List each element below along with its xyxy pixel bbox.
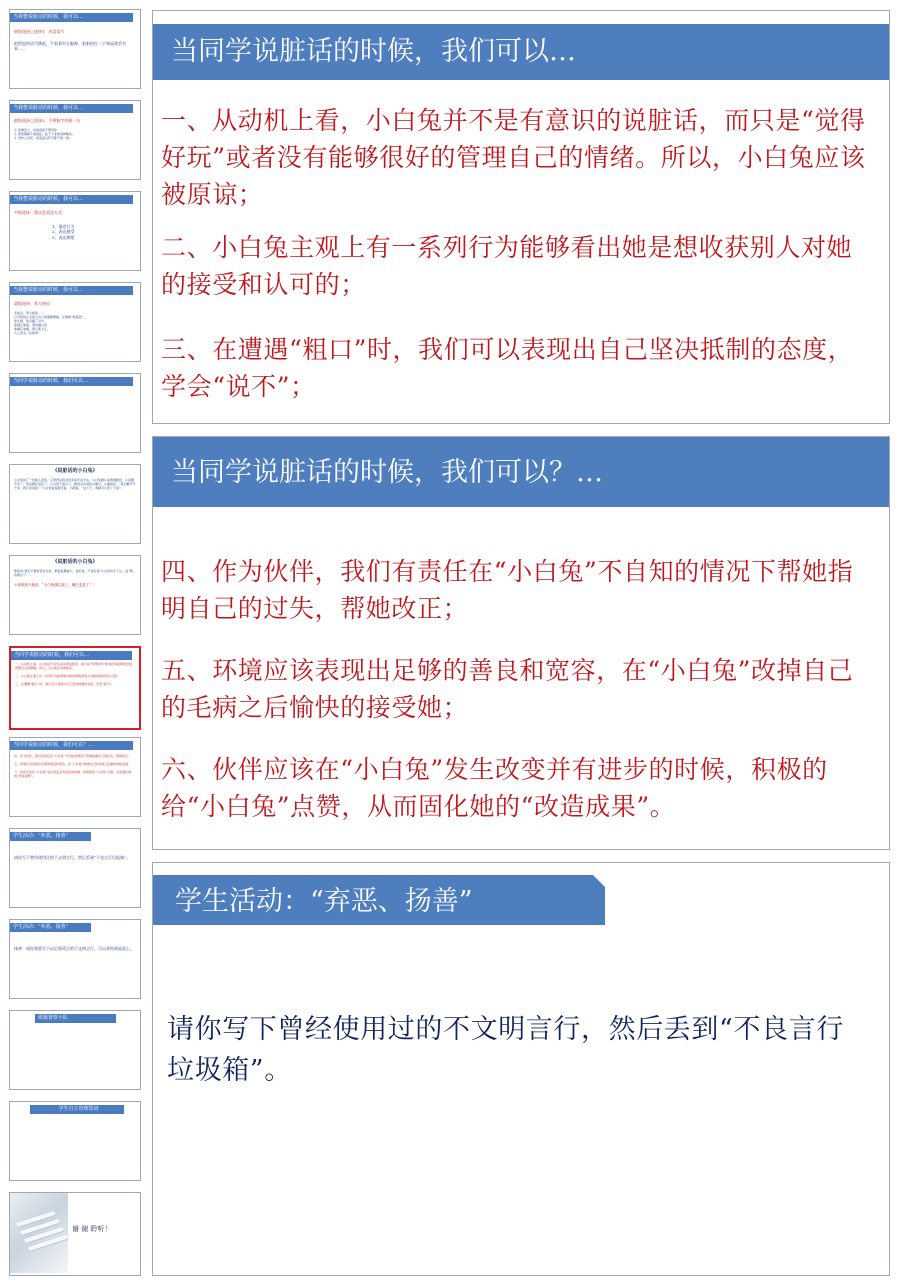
slide-thumbnail-11[interactable] [9,919,141,999]
thumbnail-text: 1、描述行为 2、表达感受 3、表达期望 [52,223,75,240]
slide-header-title: 学生活动：“弃恶、扬善” [175,886,473,917]
thumbnail-text: 中级选择：我讯息表达方式 [14,210,62,215]
slide-thumbnail-5[interactable] [9,373,141,453]
slide-header-bar: 当同学说脏话的时候，我们可以？… [153,437,889,507]
slide-panel-3 [152,862,890,1276]
thumbnail-title: 《说脏话的小白兔》 [52,468,98,474]
slide-thumbnail-6[interactable] [9,464,141,544]
open-book-image [10,1193,68,1273]
thumbnail-title: 《说脏话的小白兔》 [52,559,98,565]
thumbnail-title: 当同学说脏话的时候，我们可以… [11,651,132,660]
thumbnail-title: 学生活动：“弃恶、扬善” [10,923,91,932]
slide-paragraph: 一、从动机上看，小白兔并不是有意识的说脏话，而只是“觉得好玩”或者没有能够很好的管理自己的情绪。所以，小白兔应该被原谅； [161,106,866,209]
thumbnail-text: 请你写下曾经使用过的不文明言行，然后丢到“不良言行垃圾箱”。 [14,855,131,860]
thumbnail-text: 四、作为伙伴，我们有责任在“小白兔”不自知的情况下帮她指明自己的过失，帮她改正； 五、环境应该表现出足够的善良和宽容，在“小白兔”改掉自己的毛病之后愉快的接受她； 六、伙伴应该在“小白兔”发生改变并有进步的时候，积极的给“小白兔”点赞，从而固化她的“改造成果”。 [14,754,132,778]
thumbnail-text: 多看书，养大格局…… 以平稳的心态统合自己的暴躁情绪，让情绪“软着陆”， 你压制，你忍赢了对方。 他强任他强，清风拂山岗 他横任他横，明月照大江。 九上语文《论教养》 [14,310,87,335]
slide-paragraph: 请你写下曾经使用过的不文明言行，然后丢到“不良言行垃圾箱”。 [167,1014,844,1086]
slide-thumbnail-3[interactable] [9,191,141,271]
thumbnail-title: 当我整说脏话的时候，我可以… [10,286,133,295]
slide-paragraph: 二、小白兔主观上有一系列行为能够看出她是想收获别人对她的接受和认可的； [161,233,853,299]
thumbnail-title: 当我整说脏话的时候，我可以… [10,195,133,204]
slide-thumbnail-panel [0,0,150,1286]
thumbnail-text: 小白兔说了一句脏人的话，它很得意的对身旁说无法无法。小白兔跑小鼠类刷跑没，小鼠懒开去了，然后跑好活起了。小白兔不高兴了，跑进对去说的小鹿们，小鹿抬起，“我们懒开开不来，我只是说说！”小白兔说说跑还说，小跑说，“这下子，我就可以吃了大鼠”。 [14,477,136,490]
slide-panel-2 [152,436,890,850]
thumbnail-text: 扬善：请你郑重写下以后要改正的不文明言行，可以张贴到桌面上。 [14,946,134,951]
thumbnail-title: 当我整说脏话的时候，我可以… [10,104,133,113]
thumbnail-text: 低级选择之选择1：若喜语气 [14,29,65,34]
slide-thumbnail-10[interactable] [9,828,141,908]
thumbnail-title: 当我整说脏话的时候，我可以… [10,13,133,22]
thumbnail-text: 低级选择之选择2：不带脏字的狠一句 [14,118,81,123]
slide-thumbnail-9[interactable] [9,737,141,817]
thumbnail-text: 大家都高兴地说：“小白兔懂礼貌了，嘴巴变香了！” [14,582,95,587]
slide-thumbnail-13[interactable] [9,1101,141,1181]
slide-thumbnail-12[interactable] [9,1010,141,1090]
slide-thumbnail-2[interactable] [9,100,141,180]
thumbnail-text: 那把说“我们不要说话可交友，都说说要做大，说好说，不讲礼貌”小白兔似乎了认，说“哦，我明白了”…… [14,568,136,577]
thumbnail-text: ① 我憎恶人，但我真的不想骂你 ② 我的眼睛不看敌起，脸不下非的各种酸色。 ③ 吾你人对话，我连耻点符号都不屑一顾。 …… [14,127,75,144]
thanks-text: 谢 谢 聆听！ [72,1225,112,1233]
thumbnail-text: 高级选择：养大格局 [14,301,50,306]
slide-thumbnail-7[interactable] [9,555,141,635]
slide-thumbnail-8-selected[interactable] [9,646,141,730]
thumbnail-title: 学生活动：“弃恶、扬善” [10,832,91,841]
slide-thumbnail-1[interactable] [9,9,141,89]
thumbnail-title: 当同学说脏话的时候，我们可以？… [10,741,133,750]
thumbnail-title: 学生自主管理誓词 [30,1105,124,1114]
thumbnail-title: 当同学说脏话的时候，我们可以… [10,377,133,386]
thumbnail-title: 班级督察小队 [35,1014,116,1023]
slide-paragraph: 四、作为伙伴，我们有责任在“小白兔”不自知的情况下帮她指明自己的过失，帮她改正； [161,557,854,623]
slide-paragraph: 五、环境应该表现出足够的善良和宽容，在“小白兔”改掉自己的毛病之后愉快的接受她； [161,656,854,722]
slide-header-bar: 当同学说脏话的时候，我们可以… [153,24,889,80]
thumbnail-text: 一、从动机上看，小白兔并不是有意识的说脏话，而只是“觉得好玩”或者没有能够很好的管理自己的情绪。所以，小白兔应该被原谅； 二、小白兔主观上有一系列行为能够看出她是想收获别人对她的接受和认可的； 三、在遭遇“粗口”时，我们可以表现出自己坚决抵制的态度，学会“说不”； [15,662,133,686]
slide-panel-1 [152,10,890,424]
slide-paragraph: 三、在遭遇“粗口”时，我们可以表现出自己坚决抵制的态度，学会“说不”； [161,335,854,401]
thumbnail-text: 把愤怒的语气降低，不看着对方眼神，狠狠的打一下课桌或丢书本…… [14,40,126,51]
slide-thumbnail-4[interactable] [9,282,141,362]
slide-thumbnail-14[interactable] [9,1192,141,1276]
slide-paragraph: 六、伙伴应该在“小白兔”发生改变并有进步的时候，积极的给“小白兔”点赞，从而固化她的“改造成果”。 [161,755,828,821]
